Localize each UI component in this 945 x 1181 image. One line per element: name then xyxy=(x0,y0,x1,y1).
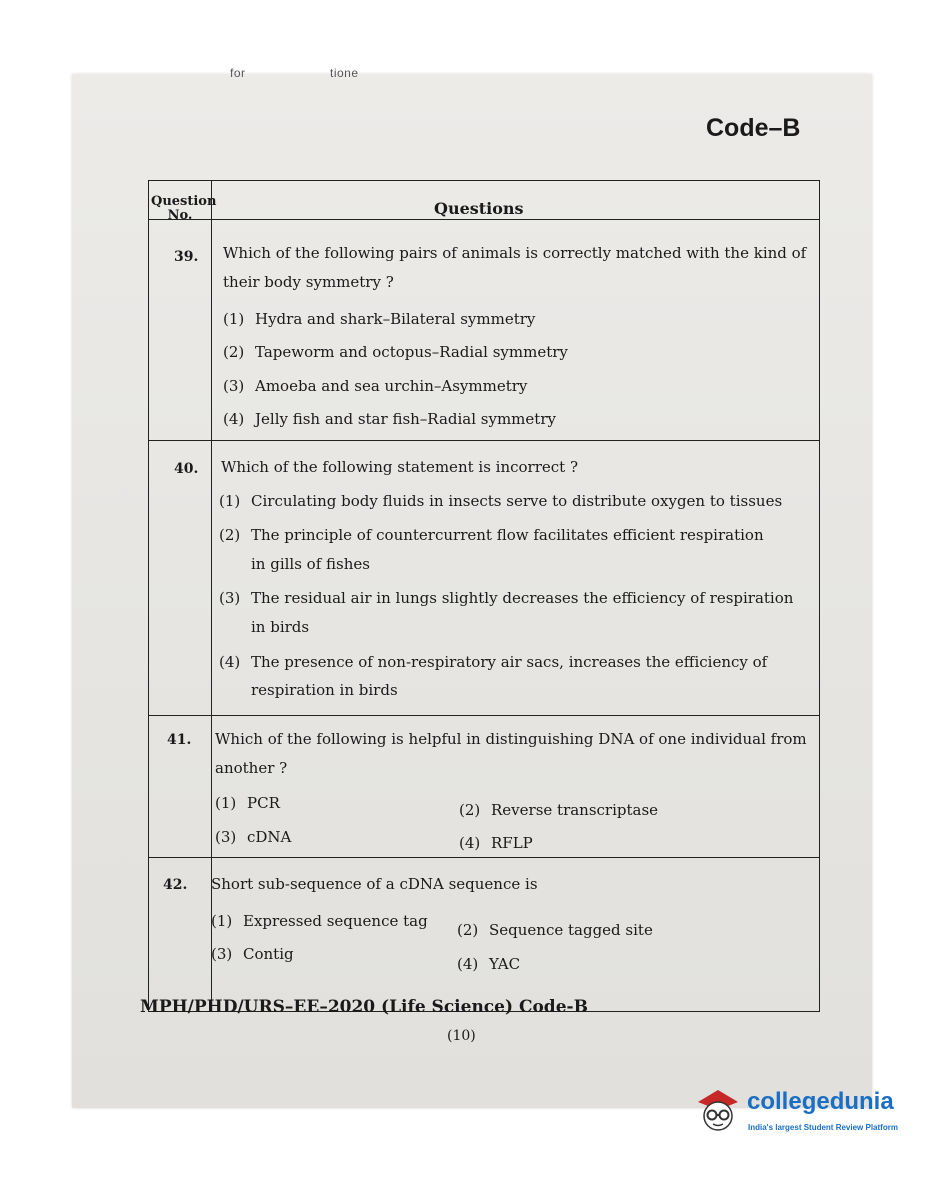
table-header xyxy=(149,181,819,223)
question-text: Which of the following statement is incorrect ? xyxy=(221,458,579,476)
option: (2) Reverse transcriptase xyxy=(459,801,659,819)
option: (1) PCR xyxy=(215,794,280,812)
row-divider xyxy=(149,857,819,858)
option-continuation: respiration in birds xyxy=(251,681,398,699)
mascot-icon xyxy=(692,1084,744,1136)
option: (1) Circulating body fluids in insects serve to distribute oxygen to tissues xyxy=(219,492,783,510)
option: (2) Sequence tagged site xyxy=(457,921,653,939)
option: (4) Jelly fish and star fish–Radial symmetry xyxy=(223,410,556,428)
question-number: 42. xyxy=(163,877,188,893)
exam-footer: MPH/PHD/URS–EE–2020 (Life Science) Code-B xyxy=(140,997,588,1017)
option: (4) The presence of non-respiratory air sacs, increases the efficiency of xyxy=(219,653,768,671)
question-number: 41. xyxy=(167,732,192,748)
collegedunia-logo xyxy=(692,1078,922,1138)
strip-text-right: tione xyxy=(330,66,359,80)
option: (1) Expressed sequence tag xyxy=(211,912,428,930)
question-text: Which of the following is helpful in distinguishing DNA of one individual from another ? xyxy=(215,730,807,777)
option: (3) The residual air in lungs slightly decreases the efficiency of respiration xyxy=(219,589,794,607)
option: (4) YAC xyxy=(457,955,521,973)
row-divider xyxy=(149,440,819,441)
strip-text-left: for xyxy=(230,66,246,80)
col-header-questions: Questions xyxy=(434,199,524,218)
option: (2) The principle of countercurrent flow facilitates efficient respiration xyxy=(219,526,764,544)
brand-tagline: India's largest Student Review Platform xyxy=(748,1123,898,1132)
col-header-qno: Question No. xyxy=(151,194,217,223)
question-number: 40. xyxy=(174,461,199,477)
row-divider xyxy=(149,715,819,716)
question-table xyxy=(148,180,820,1012)
option: (4) RFLP xyxy=(459,834,533,852)
brand-name: collegedunia xyxy=(747,1088,894,1115)
option: (1) Hydra and shark–Bilateral symmetry xyxy=(223,310,536,328)
option: (3) Contig xyxy=(211,945,294,963)
option-continuation: in birds xyxy=(251,618,310,636)
page-number: (10) xyxy=(447,1028,476,1044)
code-header: Code–B xyxy=(706,114,801,142)
option: (2) Tapeworm and octopus–Radial symmetry xyxy=(223,343,568,361)
question-text: Which of the following pairs of animals is correctly matched with the kind of their body symmetry ? xyxy=(223,244,807,291)
question-text: Short sub-sequence of a cDNA sequence is xyxy=(211,875,538,893)
option: (3) Amoeba and sea urchin–Asymmetry xyxy=(223,377,528,395)
option-continuation: in gills of fishes xyxy=(251,555,370,573)
question-number: 39. xyxy=(174,249,199,265)
option: (3) cDNA xyxy=(215,828,292,846)
